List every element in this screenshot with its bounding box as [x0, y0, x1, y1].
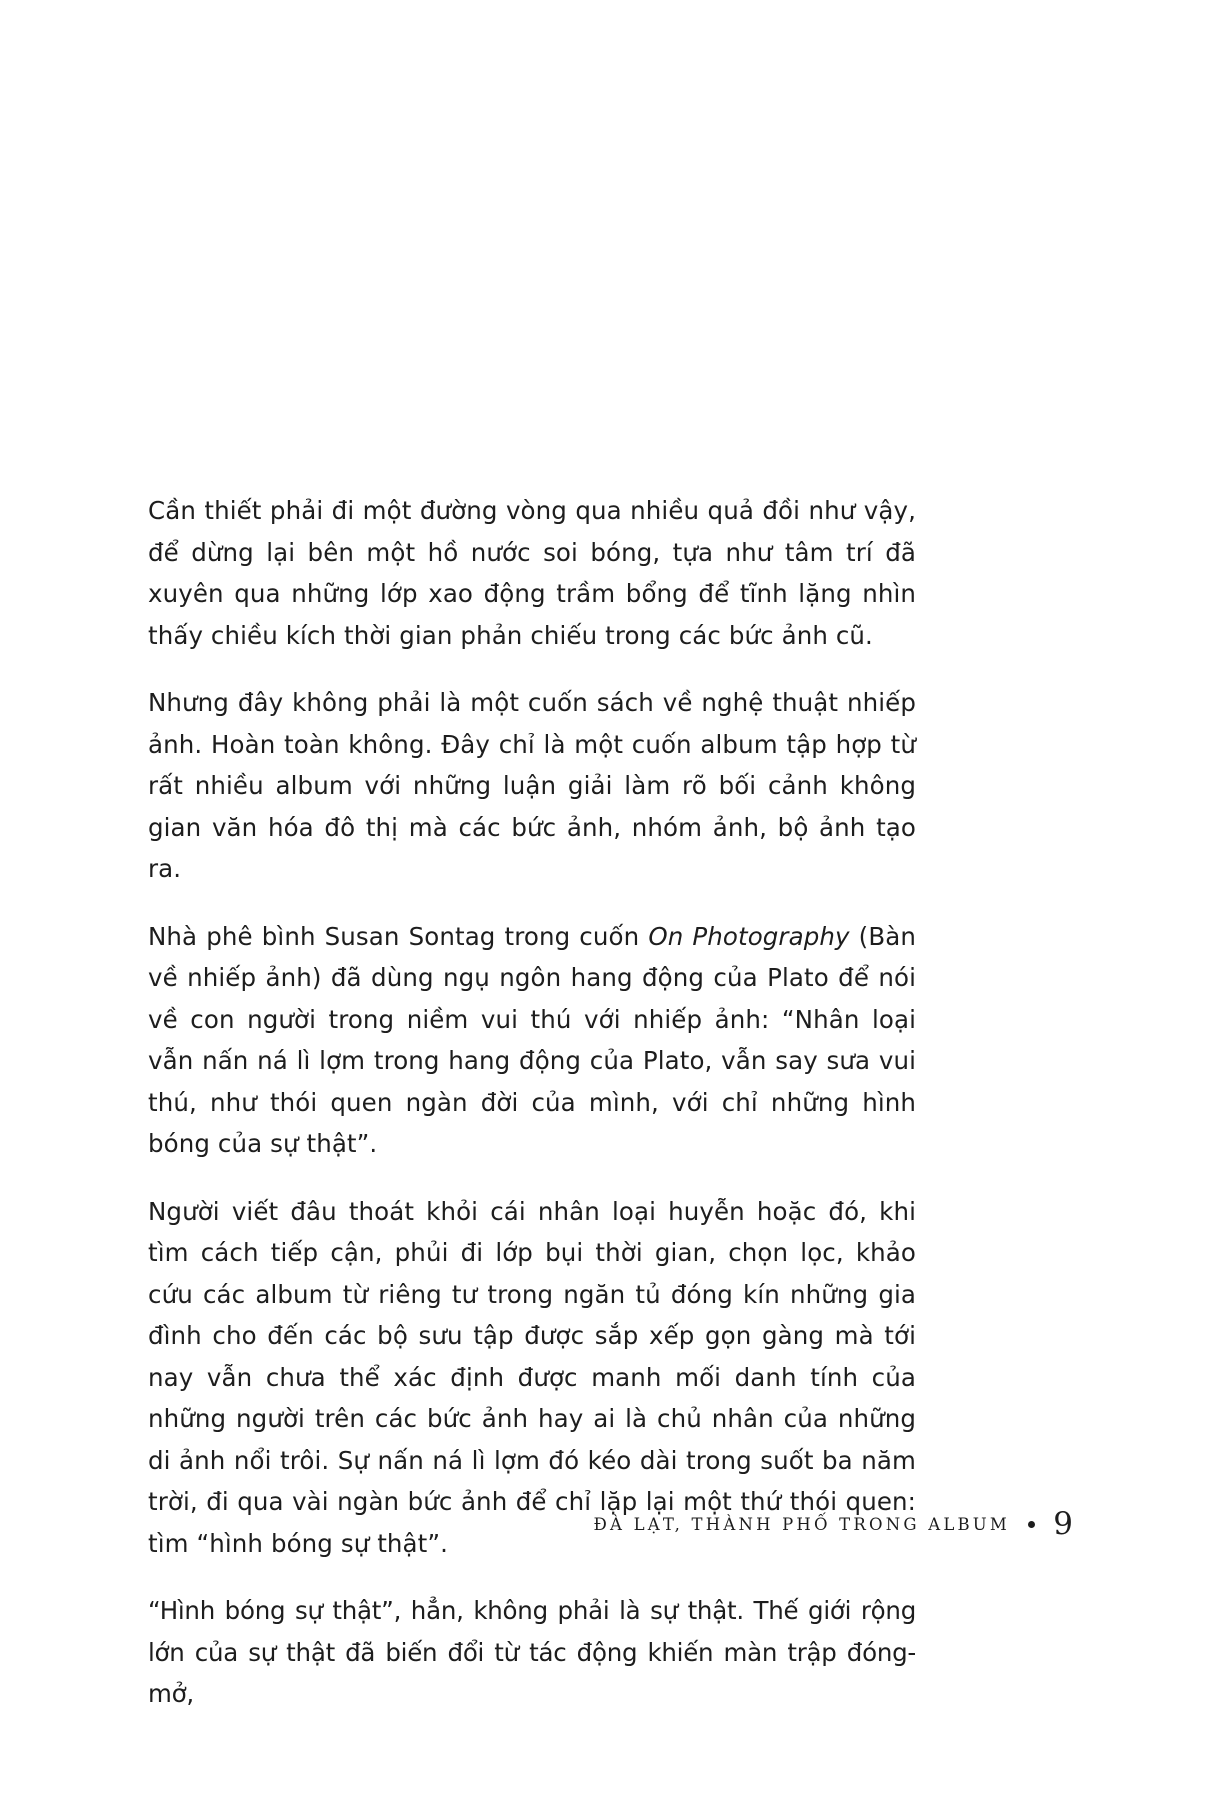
page-number: 9	[1053, 1506, 1073, 1542]
paragraph-1: Cần thiết phải đi một đường vòng qua nhiều quả đồi như vậy, để dừng lại bên một hồ nước soi bóng, tựa như tâm trí đã xuyên qua những lớp xao động trầm bổng để tĩnh lặng nhìn thấy chiều kích thời gian phản chiếu trong các bức ảnh cũ.	[148, 496, 916, 650]
book-title-italic: On Photography	[648, 921, 850, 951]
paragraph-5: “Hình bóng sự thật”, hẳn, không phải là sự thật. Thế giới rộng lớn của sự thật đã biến đổi từ tác động khiến màn trập đóng-mở,	[148, 1596, 916, 1708]
paragraph-sontag	[148, 916, 916, 1165]
sontag-text-after: (Bàn về nhiếp ảnh) đã dùng ngụ ngôn hang động của Plato để nói về con người trong niềm vui thú với nhiếp ảnh: “Nhân loại vẫn nấn ná lì lợm trong hang động của Plato, vẫn say sưa vui thú, như thói quen ngàn đời của mình, với chỉ những hình bóng của sự thật”.	[148, 921, 916, 1158]
paragraph-2: Nhưng đây không phải là một cuốn sách về nghệ thuật nhiếp ảnh. Hoàn toàn không. Đây chỉ là một cuốn album tập hợp từ rất nhiều album với những luận giải làm rõ bối cảnh không gian văn hóa đô thị mà các bức ảnh, nhóm ảnh, bộ ảnh tạo ra.	[148, 688, 916, 883]
footer-book-title: ĐÀ LẠT, THÀNH PHỐ TRONG ALBUM	[593, 1515, 1010, 1534]
page-footer	[0, 1506, 1221, 1542]
sontag-text-before: Nhà phê bình Susan Sontag trong cuốn	[148, 921, 649, 951]
paragraph-4: Người viết đâu thoát khỏi cái nhân loại huyễn hoặc đó, khi tìm cách tiếp cận, phủi đi lớp bụi thời gian, chọn lọc, khảo cứu các album từ riêng tư trong ngăn tủ đóng kín những gia đình cho đến các bộ sưu tập được sắp xếp gọn gàng mà tới nay vẫn chưa thể xác định được manh mối danh tính của những người trên các bức ảnh hay ai là chủ nhân của những di ảnh nổi trôi. Sự nấn ná lì lợm đó kéo dài trong suốt ba năm trời, đi qua vài ngàn bức ảnh để chỉ lặp lại một thứ thói quen: tìm “hình bóng sự thật”.	[148, 1196, 916, 1558]
bullet-dot-icon	[1028, 1521, 1035, 1528]
